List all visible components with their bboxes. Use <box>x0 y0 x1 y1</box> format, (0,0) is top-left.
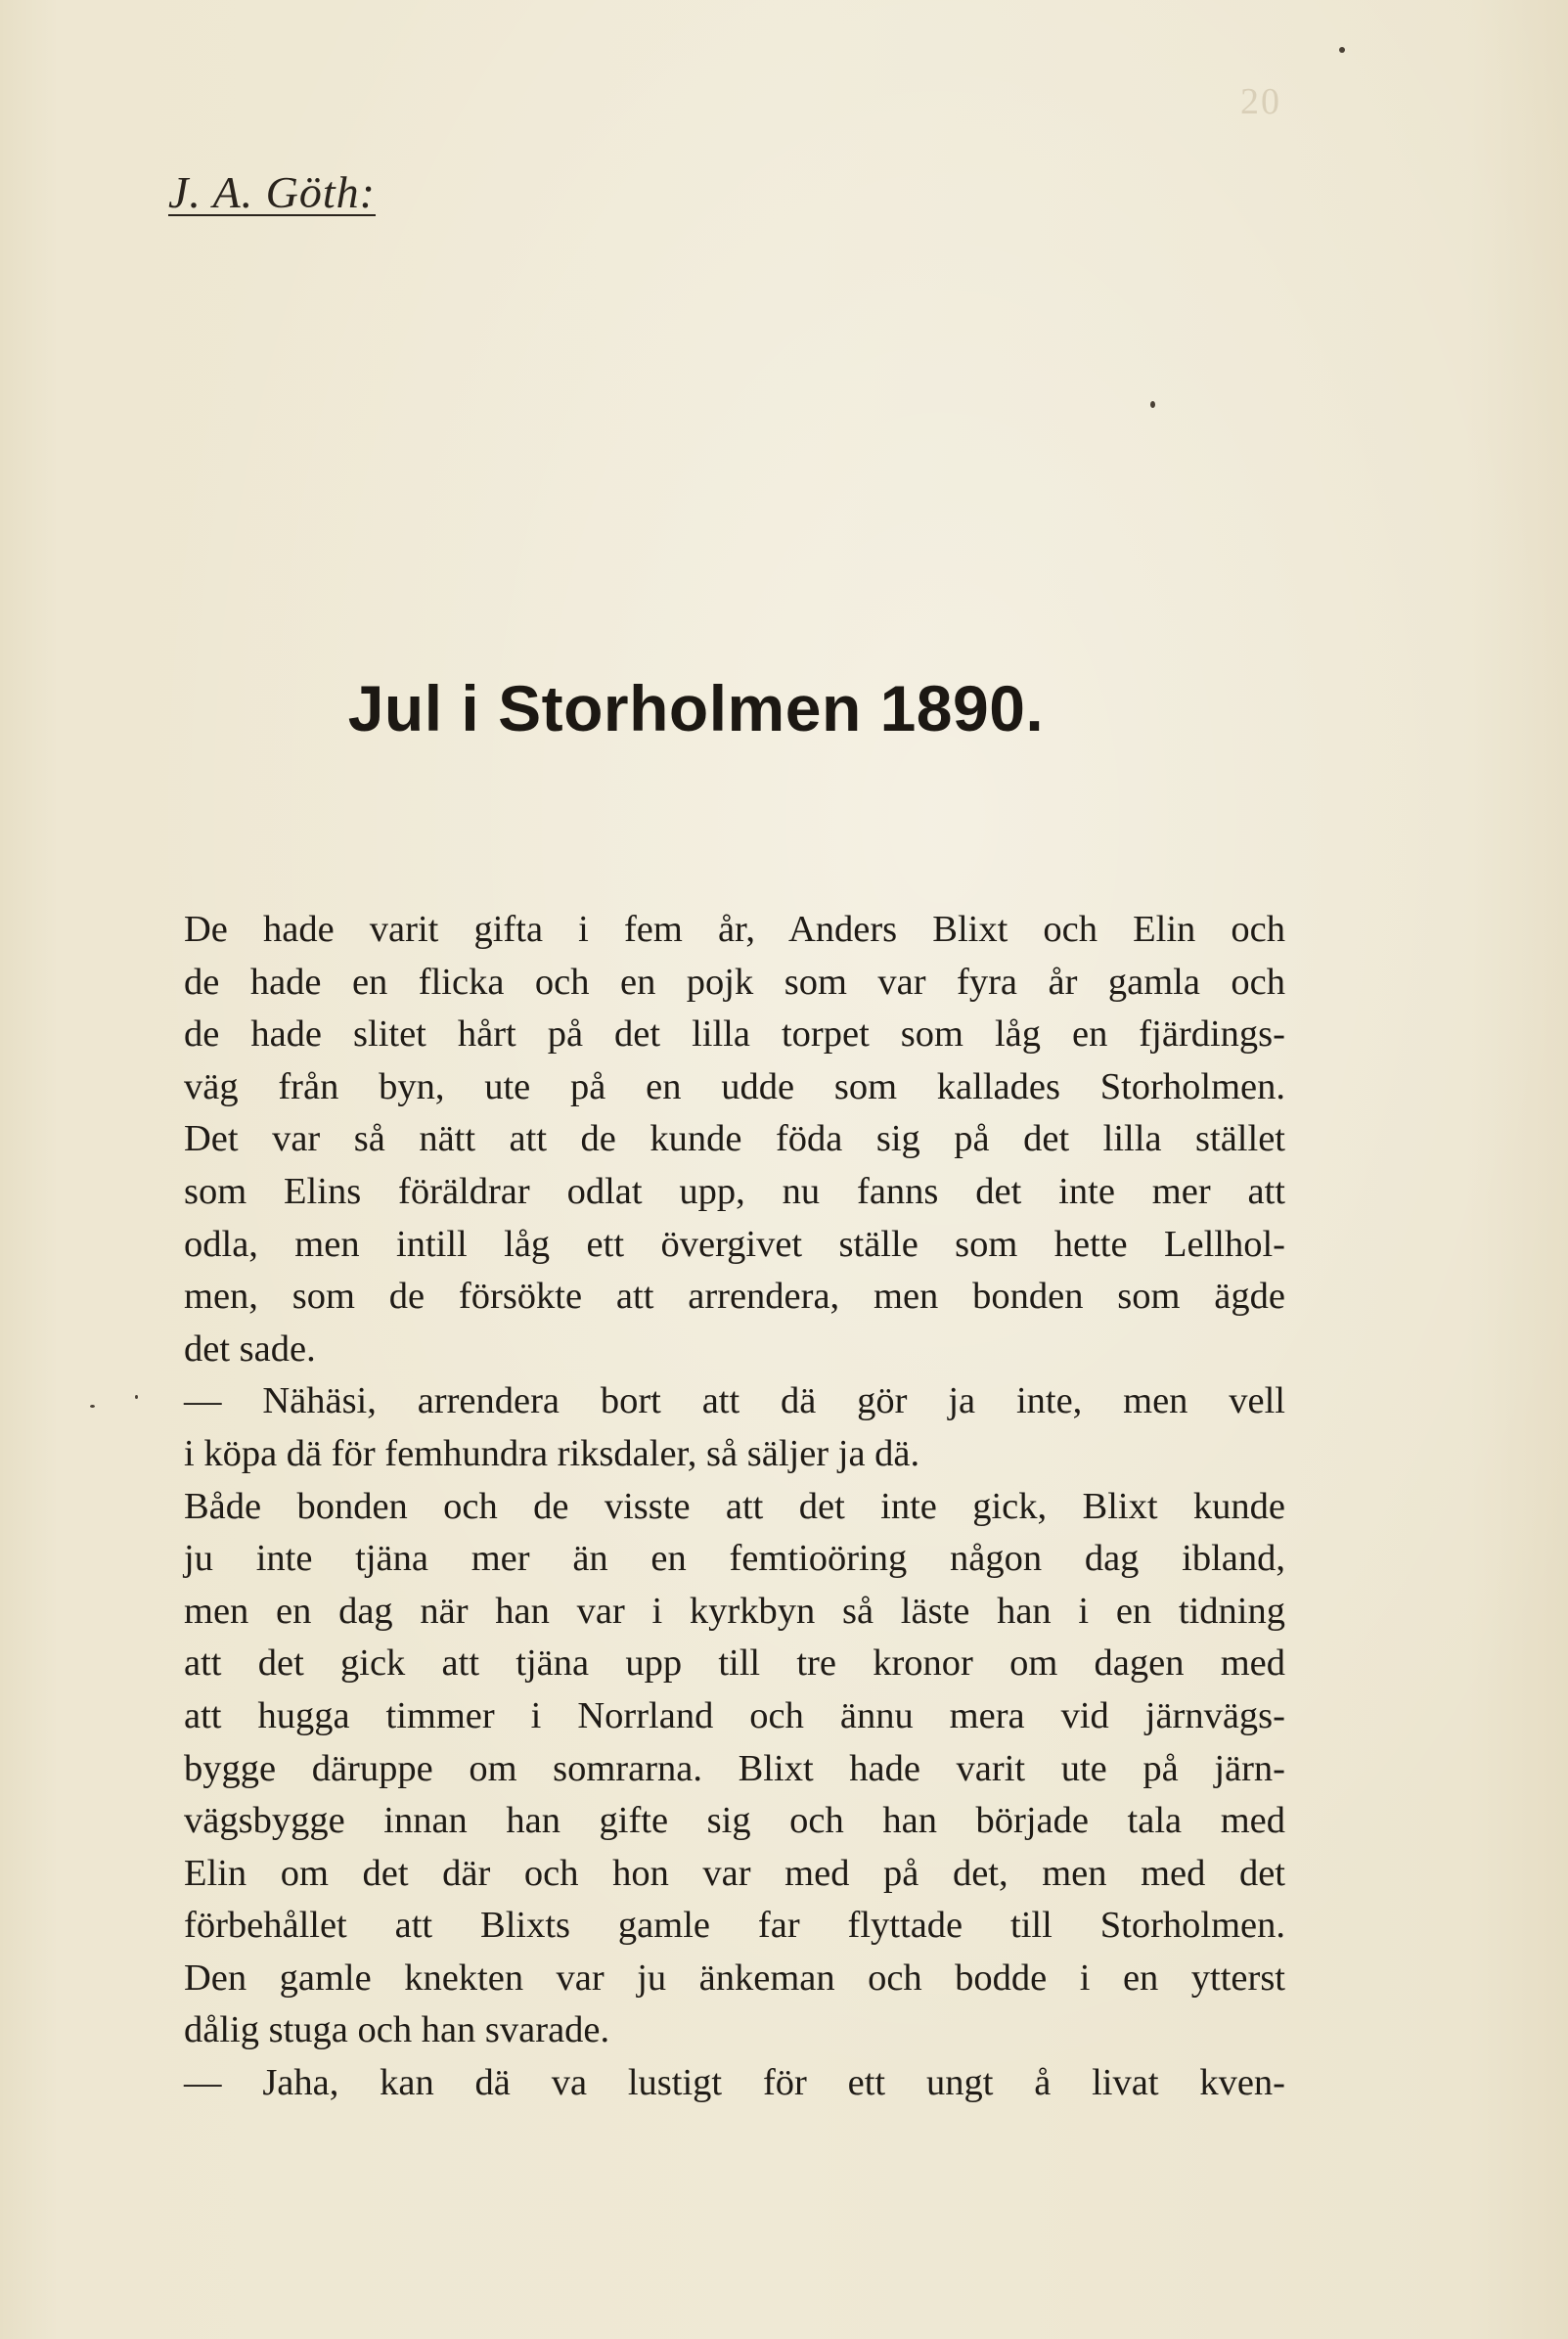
text-line: det sade. <box>184 1327 316 1370</box>
story-title: Jul i Storholmen 1890. <box>347 672 1045 744</box>
paragraph-3 <box>143 1481 1285 2058</box>
text-line: Både bonden och de visste att det inte gick, Blixt kunde <box>184 1485 1285 1527</box>
text-line: — Nähäsi, arrendera bort att dä gör ja inte, men vell <box>184 1380 1285 1422</box>
paper-speck <box>90 1405 95 1408</box>
text-line: vägsbygge innan han gifte sig och han började tala med <box>184 1800 1285 1842</box>
text-line: De hade varit gifta i fem år, Anders Blixt och Elin och <box>184 909 1285 950</box>
text-line: dålig stuga och han svarade. <box>184 2009 610 2051</box>
body-text <box>143 904 1285 2110</box>
text-line: väg från byn, ute på en udde som kallades Storholmen. <box>184 1065 1285 1107</box>
text-line: de hade en flicka och en pojk som var fyra år gamla och <box>184 961 1285 1003</box>
paper-speck <box>135 1395 138 1399</box>
text-line: bygge däruppe om somrarna. Blixt hade varit ute på järn- <box>184 1747 1285 1789</box>
text-line: ju inte tjäna mer än en femtioöring någon dag ibland, <box>184 1538 1285 1580</box>
bleed-through-page-number: 20 <box>1240 81 1281 122</box>
text-line: de hade slitet hårt på det lilla torpet som låg en fjärdings- <box>184 1013 1285 1056</box>
text-line: men en dag när han var i kyrkbyn så läste han i en tidning <box>184 1590 1285 1632</box>
text-line: förbehållet att Blixts gamle far flyttade till Storholmen. <box>184 1905 1285 1947</box>
text-line: Det var så nätt att de kunde föda sig på det lilla stället <box>184 1118 1285 1160</box>
text-line: Elin om det där och hon var med på det, men med det <box>184 1852 1285 1894</box>
text-line: att hugga timmer i Norrland och ännu mera vid järnvägs- <box>184 1694 1285 1736</box>
paragraph-4 <box>143 2057 1285 2110</box>
text-line: som Elins föräldrar odlat upp, nu fanns det inte mer att <box>184 1170 1285 1212</box>
text-line: — Jaha, kan dä va lustigt för ett ungt å livat kven- <box>184 2062 1285 2104</box>
text-line: att det gick att tjäna upp till tre kronor om dagen med <box>184 1642 1285 1685</box>
text-line: men, som de försökte att arrendera, men bonden som ägde <box>184 1276 1285 1318</box>
paper-speck <box>1339 47 1345 53</box>
paper-speck <box>1150 401 1155 408</box>
text-line: Den gamle knekten var ju änkeman och bodde i en ytterst <box>184 1957 1285 1999</box>
text-line: i köpa dä för femhundra riksdaler, så säljer ja dä. <box>184 1432 920 1474</box>
paragraph-2 <box>143 1375 1285 1480</box>
author-heading: J. A. Göth: <box>168 167 377 217</box>
text-line: odla, men intill låg ett övergivet ställe som hette Lellhol- <box>184 1223 1285 1265</box>
paragraph-1 <box>143 904 1285 1375</box>
